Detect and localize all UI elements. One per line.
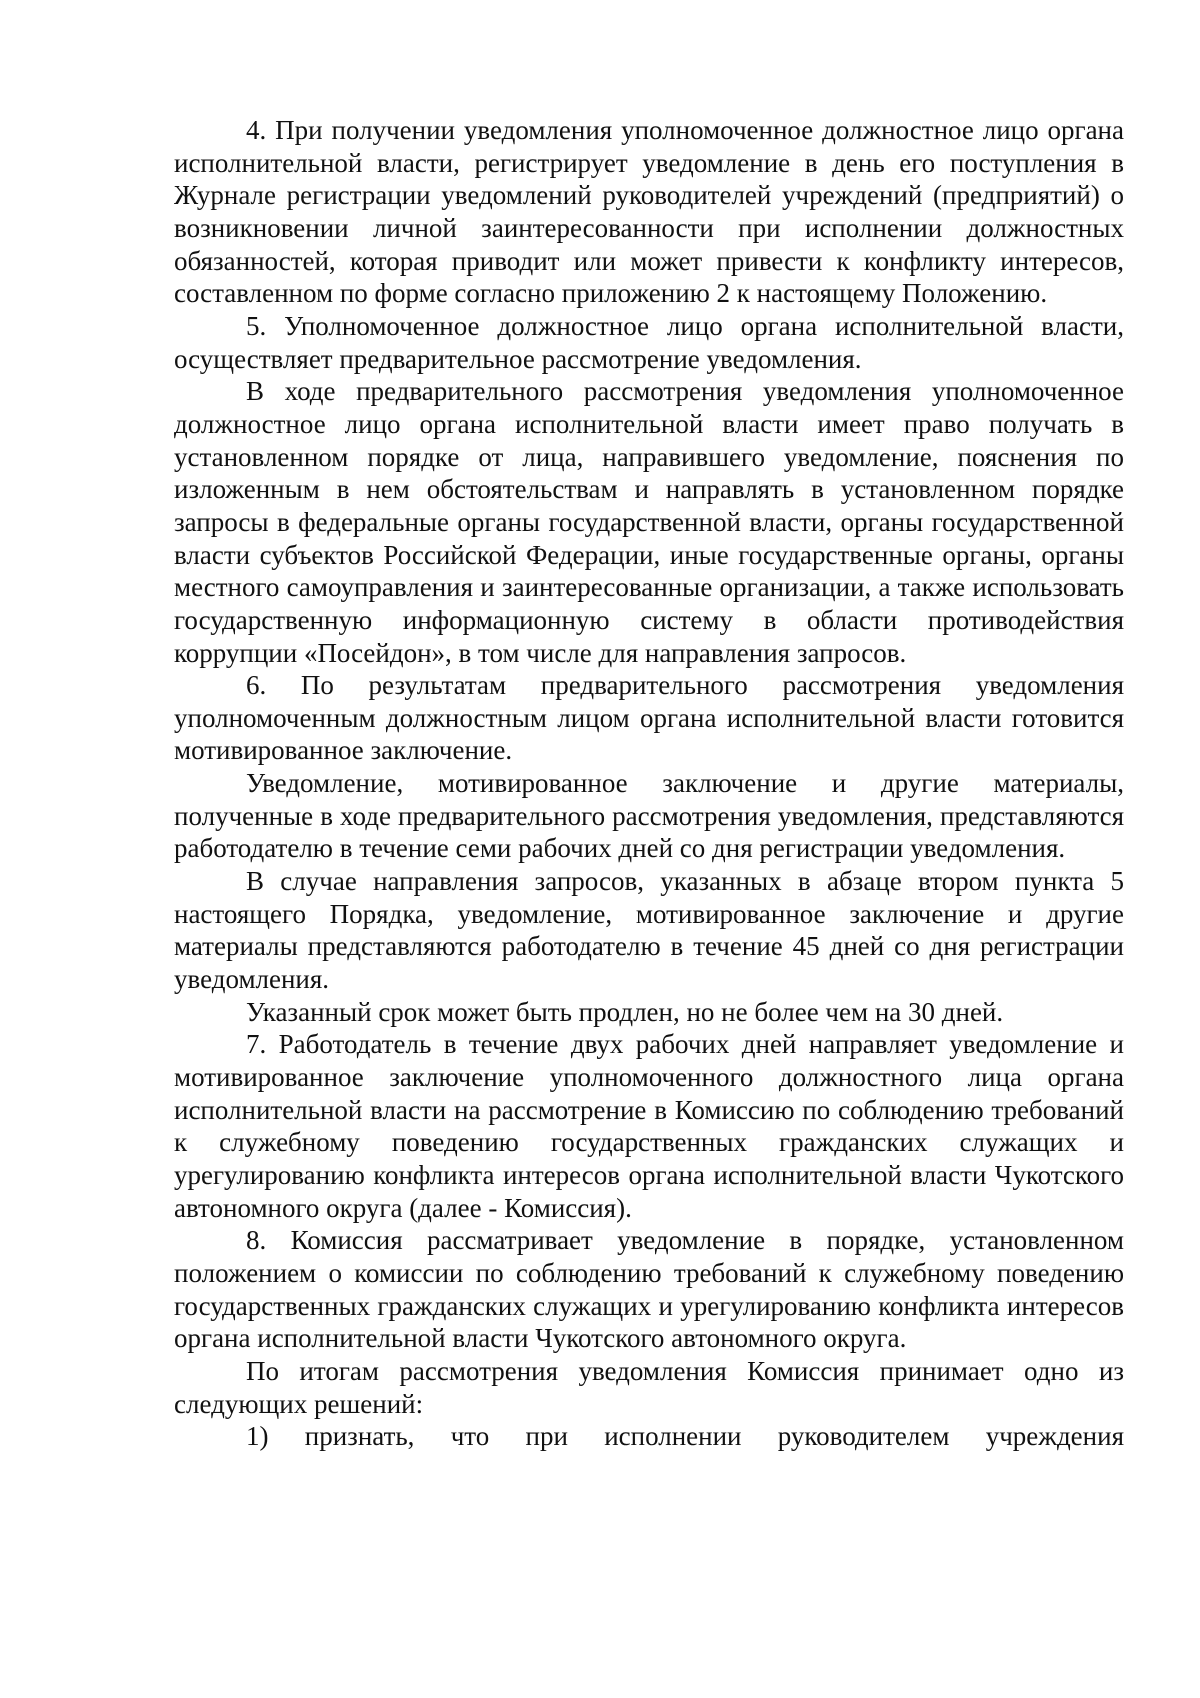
paragraph-submission-deadline: Уведомление, мотивированное заключение и другие материалы, полученные в ходе предварительного рассмотрения уведомления, представляются работодателю в течение семи рабочих дней со дня регистрации уведомления. <box>174 768 1124 864</box>
paragraph-item-5: 5. Уполномоченное должностное лицо органа исполнительной власти, осуществляет предварительное рассмотрение уведомления. <box>174 310 1124 374</box>
paragraph-preliminary-review: В ходе предварительного рассмотрения уведомления уполномоченное должностное лицо органа исполнительной власти имеет право получать в установленном порядке от лица, направившего уведомление, пояснения по изложенным в нем обстоятельствам и направлять в установленном порядке запросы в федеральные органы государственной власти, органы государственной власти субъектов Российской Федерации, иные государственные органы, органы местного самоуправления и заинтересованные организации, а также использовать государственную информационную систему в области противодействия коррупции «Посейдон», в том числе для направления запросов. <box>174 376 1124 668</box>
document-page <box>174 114 1124 1453</box>
paragraph-extension: Указанный срок может быть продлен, но не более чем на 30 дней. <box>246 996 1004 1027</box>
paragraph-item-7: 7. Работодатель в течение двух рабочих дней направляет уведомление и мотивированное заключение уполномоченного должностного лица органа исполнительной власти на рассмотрение в Комиссию по соблюдению требований к служебному поведению государственных гражданских служащих и урегулированию конфликта интересов органа исполнительной власти Чукотского автономного округа (далее - Комиссия). <box>174 1029 1124 1223</box>
paragraph-decision-1: 1) признать, что при исполнении руководителем учреждения <box>246 1421 1124 1452</box>
paragraph-requests-deadline: В случае направления запросов, указанных в абзаце втором пункта 5 настоящего Порядка, уведомление, мотивированное заключение и другие материалы представляются работодателю в течение 45 дней со дня регистрации уведомления. <box>174 866 1124 995</box>
paragraph-item-8: 8. Комиссия рассматривает уведомление в порядке, установленном положением о комиссии по соблюдению требований к служебному поведению государственных гражданских служащих и урегулированию конфликта интересов органа исполнительной власти Чукотского автономного округа. <box>174 1225 1124 1354</box>
paragraph-item-6: 6. По результатам предварительного рассмотрения уведомления уполномоченным должностным лицом органа исполнительной власти готовится мотивированное заключение. <box>174 670 1124 766</box>
paragraph-item-4: 4. При получении уведомления уполномоченное должностное лицо органа исполнительной власти, регистрирует уведомление в день его поступления в Журнале регистрации уведомлений руководителей учреждений (предприятий) о возникновении личной заинтересованности при исполнении должностных обязанностей, которая приводит или может привести к конфликту интересов, составленном по форме согласно приложению 2 к настоящему Положению. <box>174 115 1124 309</box>
paragraph-decisions-intro: По итогам рассмотрения уведомления Комиссия принимает одно из следующих решений: <box>174 1355 1124 1419</box>
